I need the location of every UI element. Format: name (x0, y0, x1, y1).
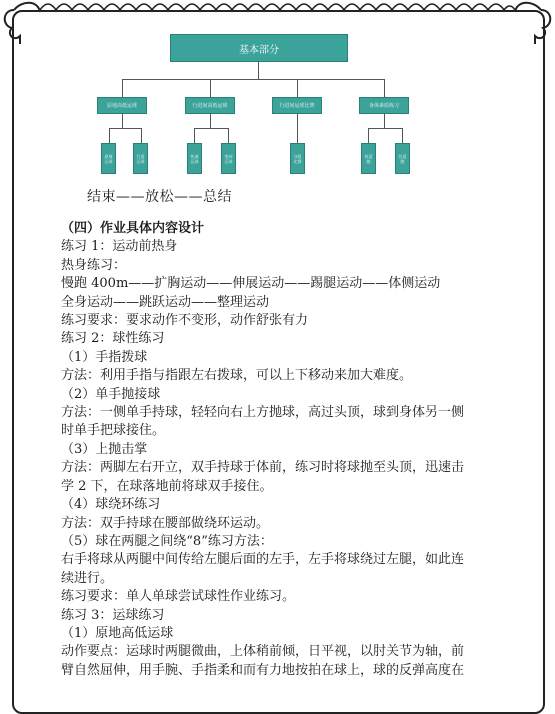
branch-node-4: 身体素质练习 (359, 97, 409, 114)
connector (210, 114, 211, 128)
text-line: （5）球在两腿之间绕“8”练习方法： (61, 533, 273, 549)
flow-diagram (0, 0, 555, 215)
branch-node-2: 行进间高低运球 (185, 97, 235, 114)
connector (402, 128, 403, 143)
leaf-node-3: 快速运球 (187, 143, 202, 174)
connector (368, 128, 369, 143)
connector (368, 128, 402, 129)
text-line: 时单手把球接住。 (61, 423, 166, 439)
connector (194, 128, 228, 129)
text-line: （2）单手抛接球 (61, 386, 161, 402)
leaf-node-2: 行进运球 (133, 143, 148, 174)
text-line: 慢跑 400m——扩胸运动——伸展运动——踢腿运动——体侧运动 (61, 276, 441, 292)
leaf-node-5: 分组比赛 (290, 143, 305, 174)
text-line: 热身练习： (61, 257, 127, 273)
connector (258, 62, 259, 79)
branch-node-3: 行进间运球比赛 (272, 97, 322, 114)
connector (109, 128, 110, 143)
leaf-node-4: 变向运球 (221, 143, 236, 174)
document-body (61, 220, 531, 680)
branch-node-1: 原地高低运球 (97, 97, 147, 114)
connector (384, 114, 385, 128)
text-line: 臂自然屈伸，用手腕、手指柔和而有力地按拍在球上，球的反弹高度在 (61, 662, 465, 678)
diagram-root-node: 基本部分 (170, 34, 348, 62)
text-line: 右手将球从两腿中间传给左腿后面的左手，左手将球绕过左腿，如此连 (61, 552, 465, 568)
text-line: （1）原地高低运球 (61, 625, 174, 641)
text-line: 全身运动——跳跃运动——整理运动 (61, 294, 270, 310)
leaf-node-6: 折返跑 (361, 143, 376, 174)
leaf-node-7: 往返跑 (395, 143, 410, 174)
text-line: 练习要求：要求动作不变形，动作舒张有力 (61, 313, 309, 329)
connector (297, 114, 298, 143)
connector (210, 79, 211, 97)
section-heading: （四）作业具体内容设计 (61, 221, 205, 236)
text-line: （1）手指拨球 (61, 349, 148, 365)
connector (122, 79, 384, 80)
connector (141, 128, 142, 143)
text-line: 续进行。 (61, 570, 114, 586)
connector (228, 128, 229, 143)
text-line: 练习要求：单人单球尝试球性作业练习。 (61, 589, 296, 605)
connector (194, 128, 195, 143)
diagram-closing-text: 结束——放松——总结 (87, 189, 232, 205)
text-line: （4）球绕环练习 (61, 497, 161, 513)
text-line: 方法：利用手指与指跟左右拨球，可以上下移动来加大难度。 (61, 368, 413, 384)
connector (297, 79, 298, 97)
connector (384, 79, 385, 97)
text-line: 方法：双手持球在腰部做绕环运动。 (61, 515, 270, 531)
connector (122, 114, 123, 128)
text-line: 学 2 下，在球落地前将球双手接住。 (61, 478, 273, 494)
text-line: 练习 2：球性练习 (61, 331, 165, 347)
text-line: 方法：两脚左右开立，双手持球于体前，练习时将球抛至头顶，迅速击 (61, 460, 465, 476)
text-line: 方法：一侧单手持球，轻轻向右上方抛球，高过头顶，球到身体另一侧 (61, 405, 465, 421)
connector (122, 79, 123, 97)
text-line: 练习 3：运球练习 (61, 607, 165, 623)
leaf-node-1: 原地运球 (101, 143, 116, 174)
connector (109, 128, 141, 129)
text-line: （3）上抛击掌 (61, 441, 148, 457)
text-line: 练习 1：运动前热身 (61, 239, 178, 255)
text-line: 动作要点：运球时两腿微曲，上体稍前倾，日平视，以肘关节为轴，前 (61, 644, 465, 660)
